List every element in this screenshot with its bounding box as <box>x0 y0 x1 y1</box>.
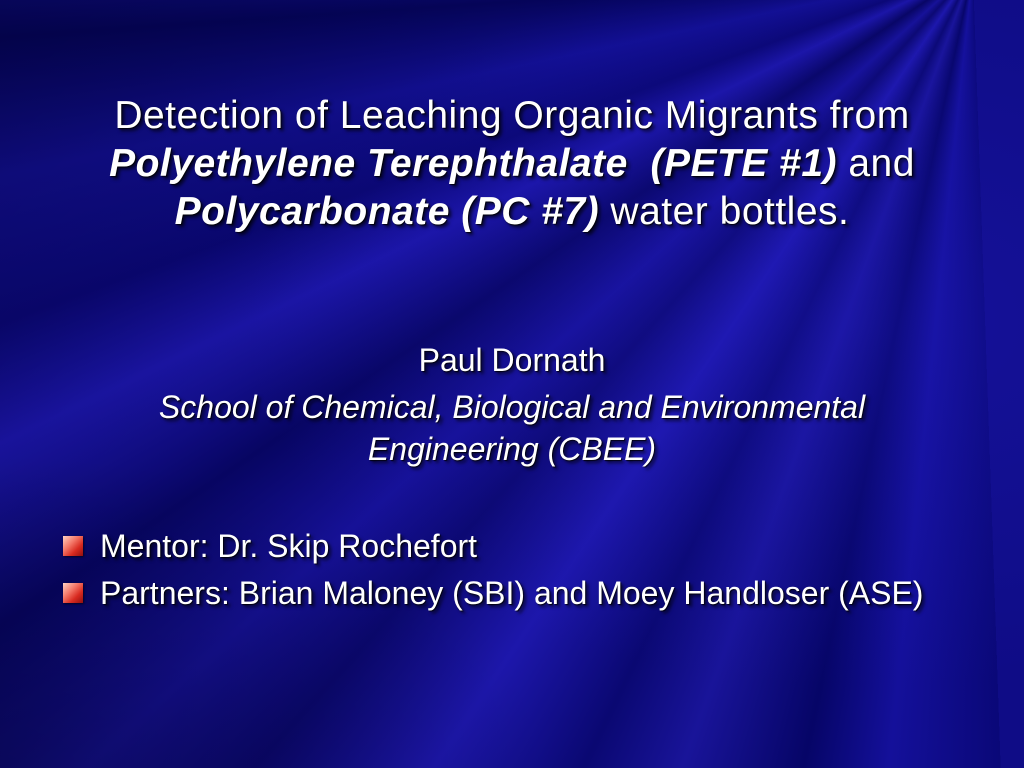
bullet-list <box>0 524 1024 615</box>
title-text-segment: water bottles. <box>599 190 850 233</box>
title-text-segment-emphasis: Polycarbonate (PC #7) <box>174 190 600 233</box>
bullet-text: Partners: Brian Maloney (SBI) and Moey Handloser (ASE) <box>100 575 924 611</box>
author-block <box>0 340 1024 470</box>
title-text-segment: and <box>837 142 915 185</box>
title-text-segment: Detection of Leaching Organic Migrants from <box>114 94 910 137</box>
red-square-bullet-icon <box>63 583 83 603</box>
author-name: Paul Dornath <box>418 342 606 378</box>
title-text-segment-emphasis: Polyethylene Terephthalate (PETE #1) <box>109 142 838 185</box>
slide-title <box>50 0 974 236</box>
red-square-bullet-icon <box>63 536 83 556</box>
bullet-text: Mentor: Dr. Skip Rochefort <box>100 528 478 564</box>
title-line-2 <box>50 140 974 188</box>
bullet-item-mentor <box>63 524 1024 568</box>
title-line-1 <box>50 92 974 140</box>
bullet-item-partners <box>63 571 1024 615</box>
author-affiliation: School of Chemical, Biological and Environmental Engineering (CBEE) <box>158 389 866 467</box>
title-line-3 <box>50 188 974 236</box>
